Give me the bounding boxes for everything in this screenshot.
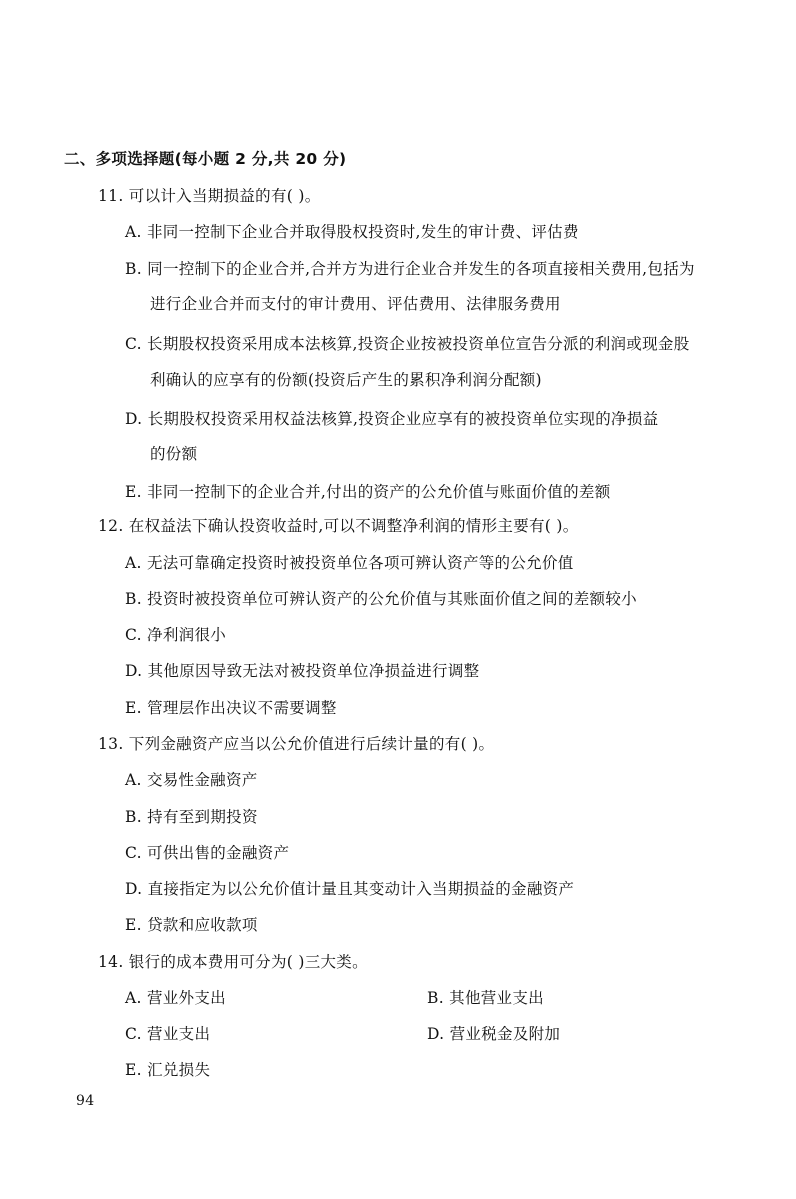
question-13-option-b: B. 持有至到期投资: [125, 808, 258, 826]
question-11-option-b-continued: 进行企业合并而支付的审计费用、评估费用、法律服务费用: [150, 295, 561, 313]
question-14-option-b: B. 其他营业支出: [427, 989, 544, 1007]
question-11-option-c-continued: 利确认的应享有的份额(投资后产生的累积净利润分配额): [150, 371, 542, 389]
question-11-option-b: B. 同一控制下的企业合并,合并方为进行企业合并发生的各项直接相关费用,包括为: [125, 260, 695, 278]
question-13-option-c: C. 可供出售的金融资产: [125, 844, 290, 862]
section-title: 二、多项选择题(每小题 2 分,共 20 分): [64, 150, 347, 168]
question-12-stem: 12. 在权益法下确认投资收益时,可以不调整净利润的情形主要有( )。: [98, 517, 579, 535]
question-14-option-d: D. 营业税金及附加: [427, 1025, 561, 1043]
question-14-option-e: E. 汇兑损失: [125, 1061, 211, 1079]
question-11-option-d: D. 长期股权投资采用权益法核算,投资企业应享有的被投资单位实现的净损益: [125, 410, 659, 428]
question-11-option-c: C. 长期股权投资采用成本法核算,投资企业按被投资单位宣告分派的利润或现金股: [125, 335, 690, 353]
page-number: 94: [76, 1093, 95, 1109]
question-13-stem: 13. 下列金融资产应当以公允价值进行后续计量的有( )。: [98, 735, 495, 753]
question-13-option-a: A. 交易性金融资产: [125, 771, 258, 789]
question-11-option-a: A. 非同一控制下企业合并取得股权投资时,发生的审计费、评估费: [125, 223, 579, 241]
question-12-option-a: A. 无法可靠确定投资时被投资单位各项可辨认资产等的公允价值: [125, 554, 574, 572]
question-14-option-c: C. 营业支出: [125, 1025, 211, 1043]
question-13-option-d: D. 直接指定为以公允价值计量且其变动计入当期损益的金融资产: [125, 880, 575, 898]
question-12-option-e: E. 管理层作出决议不需要调整: [125, 699, 337, 717]
question-11-option-d-continued: 的份额: [150, 445, 198, 463]
question-11-stem: 11. 可以计入当期损益的有( )。: [98, 187, 321, 205]
question-12-option-d: D. 其他原因导致无法对被投资单位净损益进行调整: [125, 662, 480, 680]
question-12-option-c: C. 净利润很小: [125, 626, 227, 644]
question-13-option-e: E. 贷款和应收款项: [125, 916, 258, 934]
question-12-option-b: B. 投资时被投资单位可辨认资产的公允价值与其账面价值之间的差额较小: [125, 590, 637, 608]
question-14-stem: 14. 银行的成本费用可分为( )三大类。: [98, 953, 368, 971]
question-11-option-e: E. 非同一控制下的企业合并,付出的资产的公允价值与账面价值的差额: [125, 483, 611, 501]
question-14-option-a: A. 营业外支出: [125, 989, 226, 1007]
